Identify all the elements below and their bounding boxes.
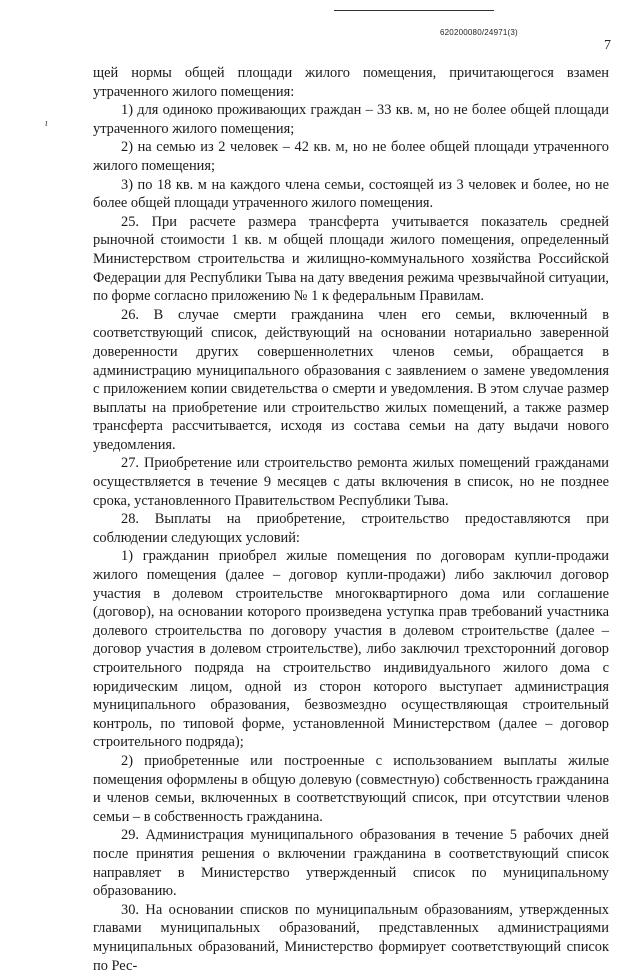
paragraph: 2) приобретенные или построенные с использованием выплаты жилые помещения оформлены в общую долевую (совместную) собственность гражданина и членов семьи, включенных в соответствующий список, при отсутствии членов семьи – в собственность гражданина. bbox=[93, 752, 609, 825]
paragraph: 27. Приобретение или строительство ремонта жилых помещений гражданами осуществляется в течение 9 месяцев с даты включения в список, но не позднее срока, установленного Правительством Республики Тыва. bbox=[93, 455, 609, 509]
document-body bbox=[93, 64, 609, 975]
paragraph: 1) гражданин приобрел жилые помещения по договорам купли-продажи жилого помещения (далее – договор купли-продажи) либо заключил договор участия в долевом строительстве многоквартирного дома или соглашение (договор), на основании которого произведена уступка прав требований участника долевого строительства по договору участия в долевом строительстве (далее – договор участия в долевом строительстве), либо заключил трехсторонний договор строительного подряда на строительство индивидуального жилого дома с юридическим лицом, одной из сторон которого выступает администрация муниципального образования, безвозмездно осуществляющая строительный контроль, по типовой форме, установленной Министерством (далее – договор строительного подряда); bbox=[93, 548, 609, 751]
paragraph: 1) для одиноко проживающих граждан – 33 кв. м, но не более общей площади утраченного жилого помещения; bbox=[93, 102, 609, 137]
paragraph: 25. При расчете размера трансферта учитывается показатель средней рыночной стоимости 1 кв. м общей площади жилого помещения, определенный Министерством строительства и жилищно-коммунального хозяйства Российской Федерации для Республики Тыва на дату введения режима чрезвычайной ситуации, по форме согласно приложению № 1 к федеральным Правилам. bbox=[93, 213, 609, 305]
paragraph: 30. На основании списков по муниципальным образованиям, утвержденных главами муниципальных образований, представленных администрациями муниципальных образований, Министерство формирует соответствующий список по Рес- bbox=[93, 901, 609, 974]
document-code: 620200080/24971(3) bbox=[440, 28, 518, 37]
paragraph: 3) по 18 кв. м на каждого члена семьи, состоящей из 3 человек и более, но не более общей площади утраченного жилого помещения. bbox=[93, 176, 609, 212]
paragraph: щей нормы общей площади жилого помещения, причитающегося взамен утраченного жилого помещения: bbox=[93, 65, 609, 100]
top-rule bbox=[334, 10, 494, 11]
paragraph: 26. В случае смерти гражданина член его семьи, включенный в соответствующий список, действующий на основании нотариально заверенной доверенности других совершеннолетних членов семьи, обращается в администрацию муниципального образования с заявлением о замене уведомления с приложением копии свидетельства о смерти и уведомления. В этом случае размер выплаты на приобретение или строительство жилых помещений, а также размер трансферта рассчитывается, исходя из состава семьи на дату выдачи нового уведомления. bbox=[93, 306, 609, 453]
paragraph: 29. Администрация муниципального образования в течение 5 рабочих дней после принятия решения о включении гражданина в соответствующий список направляет в Министерство утвержденный список по муниципальному образованию. bbox=[93, 827, 609, 900]
paragraph: 28. Выплаты на приобретение, строительство предоставляются при соблюдении следующих условий: bbox=[93, 511, 609, 546]
paragraph: 2) на семью из 2 человек – 42 кв. м, но не более общей площади утраченного жилого помещения; bbox=[93, 139, 609, 174]
margin-mark: ı bbox=[45, 118, 48, 129]
page-number: 7 bbox=[604, 38, 611, 53]
